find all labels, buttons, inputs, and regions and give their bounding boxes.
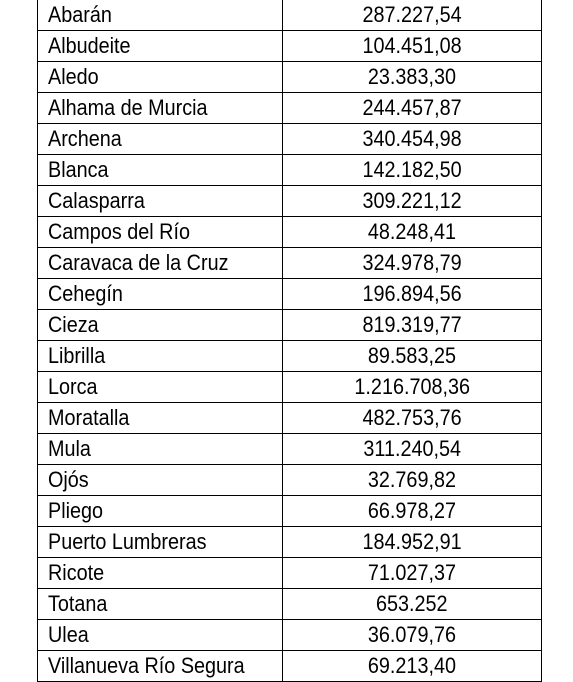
- table-row: [38, 186, 542, 217]
- table-body: [38, 0, 542, 682]
- table-row: [38, 93, 542, 124]
- municipality-cell: Abarán: [38, 0, 283, 31]
- municipality-cell: Cehegín: [38, 279, 283, 310]
- table-row: [38, 651, 542, 682]
- municipality-cell: Archena: [38, 124, 283, 155]
- amount-cell: 69.213,40: [283, 651, 542, 682]
- amount-cell: 340.454,98: [283, 124, 542, 155]
- amount-cell: 653.252: [283, 589, 542, 620]
- municipality-cell: Alhama de Murcia: [38, 93, 283, 124]
- municipality-cell: Blanca: [38, 155, 283, 186]
- amount-cell: 196.894,56: [283, 279, 542, 310]
- table-row: [38, 248, 542, 279]
- amount-cell: 32.769,82: [283, 465, 542, 496]
- table-row: [38, 434, 542, 465]
- municipality-cell: Lorca: [38, 372, 283, 403]
- municipality-cell: Mula: [38, 434, 283, 465]
- amount-cell: 48.248,41: [283, 217, 542, 248]
- table-row: [38, 496, 542, 527]
- table-row: [38, 403, 542, 434]
- amount-cell: 311.240,54: [283, 434, 542, 465]
- municipality-cell: Pliego: [38, 496, 283, 527]
- table-row: [38, 310, 542, 341]
- table-row: [38, 465, 542, 496]
- table-row: [38, 558, 542, 589]
- amount-cell: 324.978,79: [283, 248, 542, 279]
- data-table: [37, 0, 542, 682]
- municipality-cell: Ricote: [38, 558, 283, 589]
- table-row: [38, 124, 542, 155]
- table-row: [38, 589, 542, 620]
- municipality-amount-table: [37, 0, 541, 682]
- amount-cell: 244.457,87: [283, 93, 542, 124]
- municipality-cell: Caravaca de la Cruz: [38, 248, 283, 279]
- table-row: [38, 31, 542, 62]
- municipality-cell: Campos del Río: [38, 217, 283, 248]
- municipality-cell: Ulea: [38, 620, 283, 651]
- table-row: [38, 62, 542, 93]
- amount-cell: 184.952,91: [283, 527, 542, 558]
- municipality-cell: Puerto Lumbreras: [38, 527, 283, 558]
- municipality-cell: Ojós: [38, 465, 283, 496]
- amount-cell: 23.383,30: [283, 62, 542, 93]
- table-row: [38, 620, 542, 651]
- municipality-cell: Moratalla: [38, 403, 283, 434]
- municipality-cell: Albudeite: [38, 31, 283, 62]
- table-row: [38, 341, 542, 372]
- municipality-cell: Librilla: [38, 341, 283, 372]
- table-row: [38, 217, 542, 248]
- table-row: [38, 372, 542, 403]
- amount-cell: 1.216.708,36: [283, 372, 542, 403]
- municipality-cell: Totana: [38, 589, 283, 620]
- municipality-cell: Cieza: [38, 310, 283, 341]
- amount-cell: 482.753,76: [283, 403, 542, 434]
- amount-cell: 142.182,50: [283, 155, 542, 186]
- amount-cell: 309.221,12: [283, 186, 542, 217]
- table-row: [38, 527, 542, 558]
- amount-cell: 287.227,54: [283, 0, 542, 31]
- amount-cell: 66.978,27: [283, 496, 542, 527]
- table-row: [38, 155, 542, 186]
- table-row: [38, 279, 542, 310]
- amount-cell: 104.451,08: [283, 31, 542, 62]
- amount-cell: 89.583,25: [283, 341, 542, 372]
- table-row: [38, 0, 542, 31]
- amount-cell: 36.079,76: [283, 620, 542, 651]
- municipality-cell: Villanueva Río Segura: [38, 651, 283, 682]
- amount-cell: 71.027,37: [283, 558, 542, 589]
- municipality-cell: Aledo: [38, 62, 283, 93]
- amount-cell: 819.319,77: [283, 310, 542, 341]
- municipality-cell: Calasparra: [38, 186, 283, 217]
